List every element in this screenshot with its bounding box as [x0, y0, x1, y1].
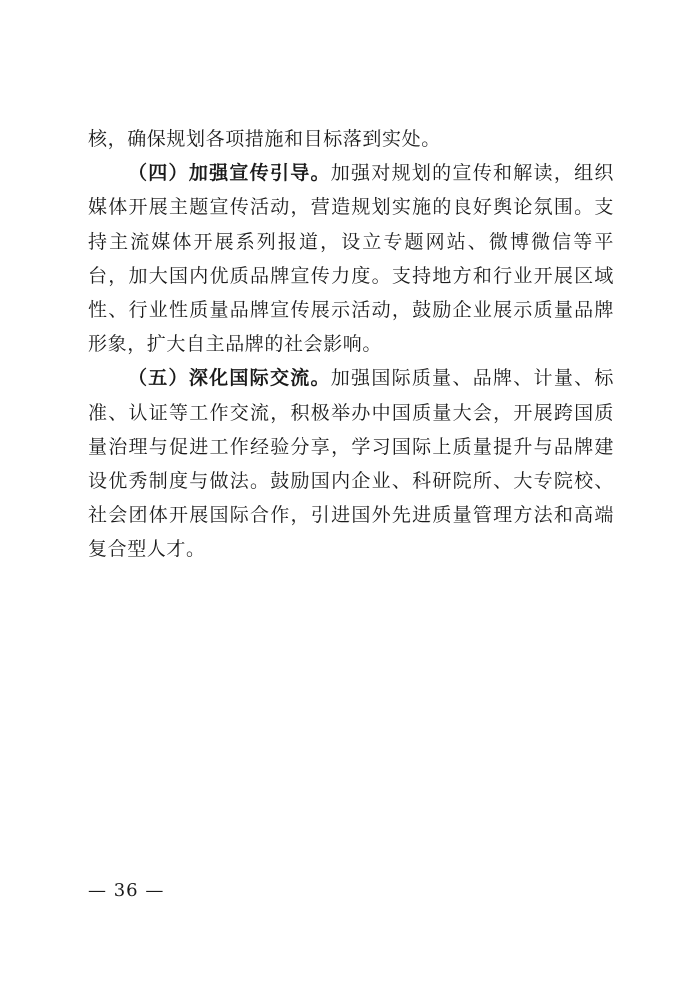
paragraph-continuation	[88, 122, 614, 156]
paragraph-international	[88, 361, 614, 566]
section-heading-publicity: （四）加强宣传引导。	[128, 162, 331, 185]
paragraph-body: 加强对规划的宣传和解读，组织媒体开展主题宣传活动，营造规划实施的良好舆论氛围。支持主流媒体开展系列报道，设立专题网站、微博微信等平台，加大国内优质品牌宣传力度。支持地方和行业开展区域性、行业性质量品牌宣传展示活动，鼓励企业展示质量品牌形象，扩大自主品牌的社会影响。	[88, 162, 614, 356]
paragraph-body: 加强国际质量、品牌、计量、标准、认证等工作交流，积极举办中国质量大会，开展跨国质量治理与促进工作经验分享，学习国际上质量提升与品牌建设优秀制度与做法。鼓励国内企业、科研院所、大专院校、社会团体开展国际合作，引进国外先进质量管理方法和高端复合型人才。	[88, 367, 614, 561]
document-body	[88, 122, 614, 567]
page-number: — 36 —	[88, 880, 165, 901]
paragraph-publicity	[88, 156, 614, 361]
paragraph-body: 核，确保规划各项措施和目标落到实处。	[88, 128, 441, 150]
section-heading-international: （五）深化国际交流。	[128, 367, 331, 390]
